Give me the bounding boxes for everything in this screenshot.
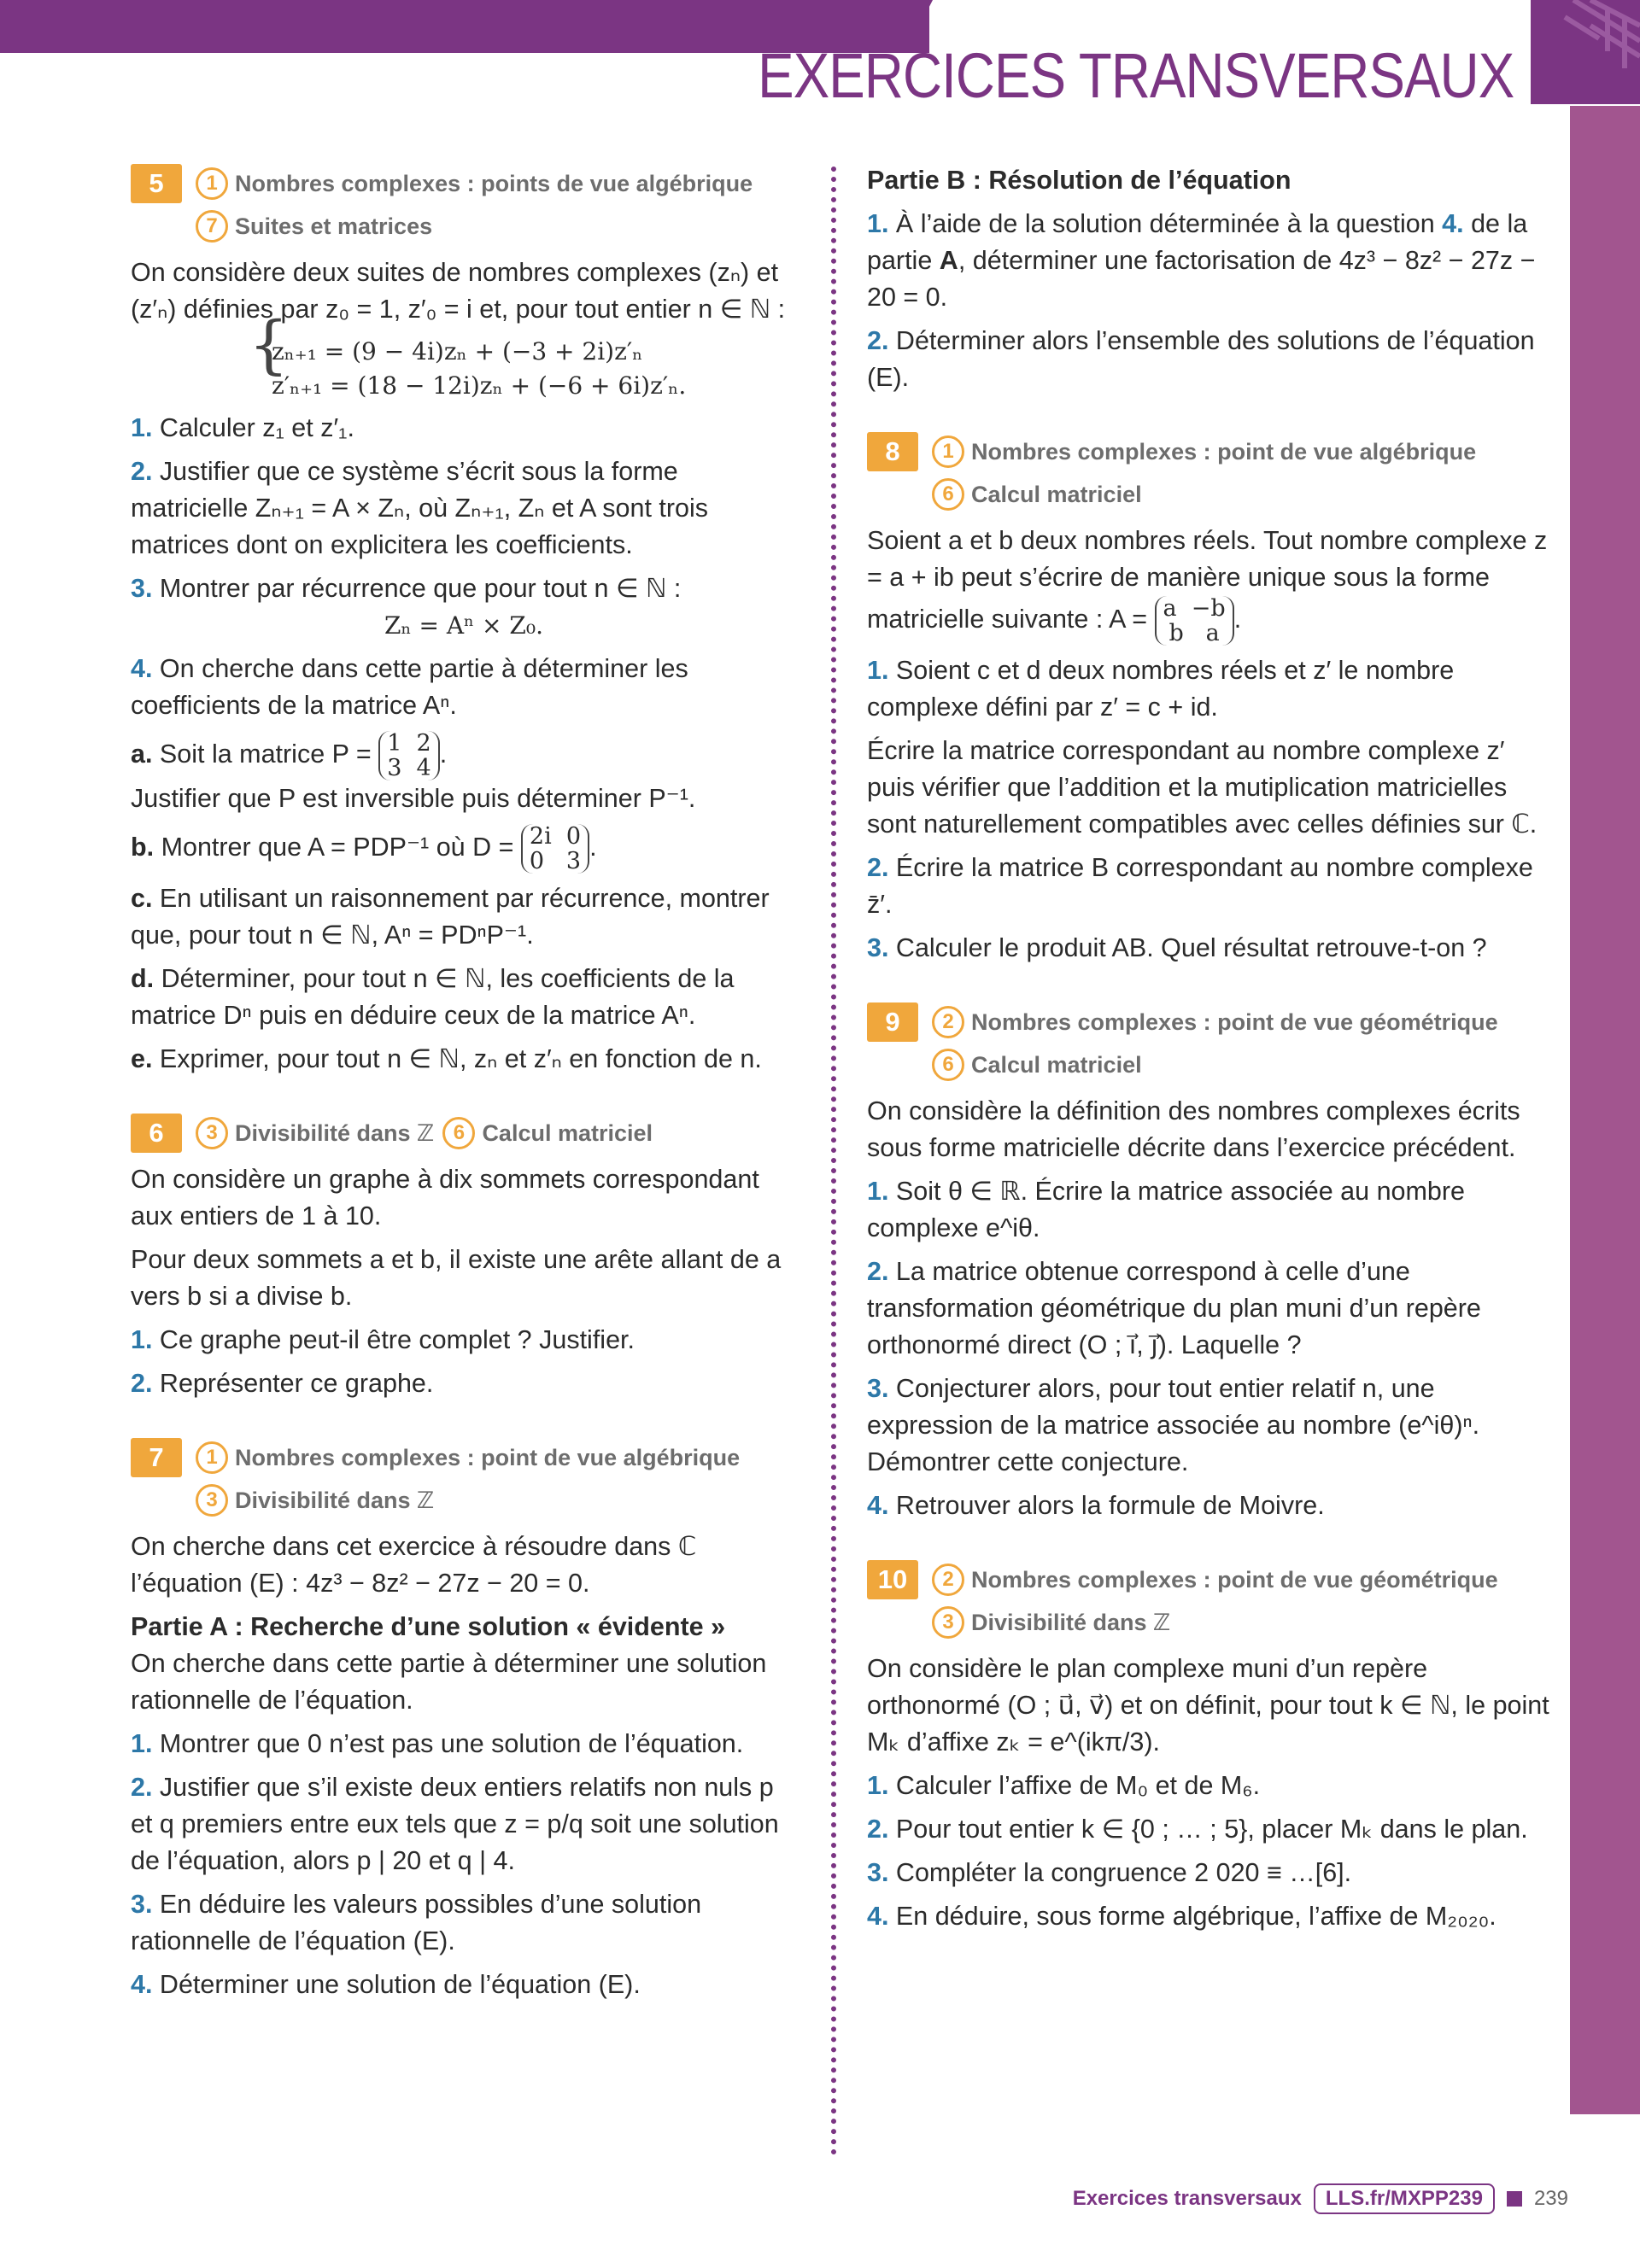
topic-label: Nombres complexes : points de vue algébrique (235, 170, 753, 196)
intro-text: Pour deux sommets a et b, il existe une arête allant de a vers b si a divise b. (131, 1245, 782, 1311)
question (867, 323, 1550, 396)
matrix-p (378, 731, 440, 780)
question-number: 1. (131, 1325, 153, 1354)
question-reference: 4. (1442, 209, 1464, 238)
question (867, 1855, 1550, 1891)
topic-label: Nombres complexes : point de vue géométrique (971, 1008, 1498, 1035)
question (867, 1811, 1550, 1848)
sub-question-label: a. (131, 739, 153, 769)
question-number: 2. (131, 1773, 153, 1802)
topic-label: Calcul matriciel (482, 1119, 653, 1146)
topic-tag (131, 205, 797, 248)
intro-text: On cherche dans cet exercice à résoudre dans ℂ l’équation (E) : 4z³ − 8z² − 27z − 20 = 0. (131, 1532, 697, 1598)
question-text: Représenter ce graphe. (159, 1369, 434, 1398)
topic-tag (867, 430, 1550, 473)
matrix-row: b a (1168, 620, 1220, 646)
topic-tags (131, 1112, 797, 1154)
intro-text: On considère deux suites de nombres complexes (zₙ) et (z′ₙ) définies par z₀ = 1, z′₀ = i et, pour tout entier n ∈ ℕ : (131, 258, 786, 324)
topic-tag (867, 1558, 1550, 1601)
question-number: 3. (867, 933, 889, 962)
intro-text: On considère le plan complexe muni d’un repère orthonormé (O ; u⃗, v⃗) et on définit, pour tout k ∈ ℕ, le point Mₖ d’affixe zₖ = e^(ikπ/3). (867, 1654, 1549, 1757)
chapter-circle: 1 (196, 167, 228, 200)
page-number: 239 (1533, 2187, 1568, 2210)
intro-text: Soient a et b deux nombres réels. Tout nombre complexe z = a + ib peut s’écrire de manière unique sous la forme matricielle suivante : A = a −b b a . (867, 526, 1548, 646)
intro-sentence: Soient a et b deux nombres réels. Tout nombre complexe z = a + ib peut s’écrire de manière unique sous la forme matricielle suivante : A = (867, 526, 1548, 634)
exercise-header (867, 1558, 1550, 1644)
question (867, 1254, 1550, 1364)
sub-question-label: c. (131, 884, 153, 913)
question-number: 1. (867, 209, 889, 238)
question (867, 850, 1550, 923)
chapter-circle: 3 (196, 1484, 228, 1517)
question (867, 1371, 1550, 1481)
footer-section-label: Exercices transversaux (1072, 2187, 1302, 2210)
question-text: Conjecturer alors, pour tout entier relatif n, une expression de la matrice associée au nombre (e^iθ)ⁿ. Démontrer cette conjecture. (867, 1374, 1480, 1476)
topic-label: Calcul matriciel (971, 1051, 1142, 1078)
matrix-row: 3 4 (387, 755, 431, 781)
page-title: EXERCICES TRANSVERSAUX (757, 40, 1514, 111)
sub-question-text: Exprimer, pour tout n ∈ ℕ, zₙ et z′ₙ en fonction de n. (159, 1044, 762, 1073)
exercise-body (867, 1651, 1550, 1935)
exercise-body (131, 1529, 797, 2003)
question-text: Déterminer une solution de l’équation (E). (159, 1970, 641, 1999)
question-number: 2. (867, 326, 889, 355)
question (131, 410, 797, 447)
chapter-circle: 3 (932, 1606, 964, 1639)
question-text: Justifier que ce système s’écrit sous la forme matricielle Zₙ₊₁ = A × Zₙ, où Zₙ₊₁, Zₙ et A sont trois matrices dont on explicitera les coefficients. (131, 457, 709, 559)
exercise-number: 7 (131, 1438, 182, 1477)
exercise-body (131, 254, 797, 1078)
topic-label: Divisibilité dans ℤ (971, 1609, 1171, 1635)
chapter-circle: 1 (196, 1441, 228, 1474)
sub-question-text: En utilisant un raisonnement par récurrence, montrer que, pour tout n ∈ ℕ, Aⁿ = PDⁿP⁻¹. (131, 884, 770, 950)
question-number: 2. (131, 1369, 153, 1398)
question-text: Pour tout entier k ∈ {0 ; … ; 5}, placer Mₖ dans le plan. (895, 1815, 1528, 1844)
question (867, 652, 1550, 726)
question-number: 2. (131, 457, 153, 486)
matrix-row: 0 3 (529, 848, 582, 874)
chapter-circle: 3 (196, 1117, 228, 1149)
exercise-6 (131, 1112, 797, 1402)
question (131, 1769, 797, 1879)
topic-tag (131, 1479, 797, 1522)
part-a-title: Partie A : Recherche d’une solution « évidente » (131, 1612, 726, 1641)
exercise-header (131, 162, 797, 248)
exercise-number: 8 (867, 432, 918, 471)
question (867, 930, 1550, 967)
exercise-8 (867, 430, 1550, 967)
question-text: de la partie (867, 209, 1528, 275)
question (131, 1967, 797, 2003)
chapter-circle: 2 (932, 1564, 964, 1596)
question-number: 4. (131, 1970, 153, 1999)
question-text: , déterminer une factorisation de 4z³ − 8z² − 27z − 20 = 0. (867, 246, 1536, 312)
question-number: 3. (131, 574, 153, 603)
resource-link[interactable]: LLS.fr/MXPP239 (1314, 2183, 1495, 2214)
question-text: Calculer z₁ et z′₁. (159, 413, 354, 442)
topic-tag (867, 473, 1550, 516)
exercise-7-part-b (867, 162, 1550, 396)
question-number: 1. (867, 1177, 889, 1206)
question (867, 206, 1550, 316)
question (867, 1173, 1550, 1247)
sub-question-label: b. (131, 833, 155, 862)
topic-tag (131, 162, 797, 205)
sub-question-text: Justifier que P est inversible puis déterminer P⁻¹. (131, 784, 696, 813)
chapter-circle: 6 (932, 478, 964, 511)
question-text: Justifier que s’il existe deux entiers relatifs non nuls p et q premiers entre eux tels que z = p/q soit une solution de l’équation, alors p | 20 et q | 4. (131, 1773, 779, 1875)
question-text: Retrouver alors la formule de Moivre. (895, 1491, 1325, 1520)
topic-tag (442, 1115, 653, 1152)
exercise-header (131, 1436, 797, 1522)
question-number: 2. (867, 853, 889, 882)
page-footer (1073, 2183, 1568, 2214)
question-text: Calculer l’affixe de M₀ et de M₆. (895, 1771, 1261, 1800)
question-text: Compléter la congruence 2 020 ≡ …[6]. (895, 1858, 1352, 1887)
topic-label: Nombres complexes : point de vue algébrique (235, 1444, 741, 1470)
exercise-5 (131, 162, 797, 1078)
question (131, 1365, 797, 1402)
display-equation: Zₙ = Aⁿ × Z₀. (384, 611, 543, 640)
matrix-row: 2i 0 (529, 823, 582, 850)
question-number: 3. (867, 1374, 889, 1403)
matrix-d (521, 824, 589, 874)
exercise-7 (131, 1436, 797, 2003)
question-text: On cherche dans cette partie à déterminer les coefficients de la matrice Aⁿ. (131, 654, 688, 720)
sub-question (131, 880, 797, 954)
question (131, 453, 797, 564)
right-column (867, 162, 1550, 1969)
topic-tag (196, 1115, 434, 1152)
sub-question: a. Soit la matrice P = 1 2 3 4 . (131, 730, 448, 781)
topic-tag (867, 1001, 1550, 1043)
chapter-circle: 1 (932, 435, 964, 468)
exercise-number: 5 (131, 164, 182, 203)
side-band (1570, 106, 1640, 2114)
question-number: 3. (131, 1890, 153, 1919)
sub-question-text: Montrer que A = PDP⁻¹ où D = (161, 833, 514, 862)
intro-text: On considère la définition des nombres complexes écrits sous forme matricielle décrite dans l’exercice précédent. (867, 1096, 1520, 1162)
matrix-row: 1 2 (387, 730, 431, 757)
question-number: 3. (867, 1858, 889, 1887)
matrix-a (1155, 596, 1234, 646)
question (131, 651, 797, 724)
sub-question-label: e. (131, 1044, 153, 1073)
exercise-body (131, 1161, 797, 1402)
topic-tag (867, 1601, 1550, 1644)
question (867, 1488, 1550, 1524)
column-divider (831, 167, 836, 2156)
corner-decoration (1531, 0, 1640, 104)
question-number: 4. (867, 1902, 889, 1931)
chapter-circle: 7 (196, 210, 228, 243)
left-column (131, 162, 797, 2037)
sub-question (131, 961, 797, 1034)
footer-square-icon (1507, 2191, 1522, 2207)
question-text: Soient c et d deux nombres réels et z′ le nombre complexe défini par z′ = c + id. (867, 656, 1455, 722)
exercise-10 (867, 1558, 1550, 1935)
topic-label: Nombres complexes : point de vue géométrique (971, 1566, 1498, 1593)
question-text: Montrer par récurrence que pour tout n ∈ ℕ : (159, 574, 682, 603)
sub-question: b. Montrer que A = PDP⁻¹ où D = 2i 0 0 3 . (131, 823, 597, 874)
question-text: Calculer le produit AB. Quel résultat retrouve-t-on ? (895, 933, 1487, 962)
question-text: En déduire les valeurs possibles d’une solution rationnelle de l’équation (E). (131, 1890, 702, 1955)
equation-line: z′ₙ₊₁ = (18 − 12i)zₙ + (−6 + 6i)z′ₙ. (272, 371, 687, 400)
equation-line: { zₙ₊₁ = (9 − 4i)zₙ + (−3 + 2i)z′ₙ (272, 337, 643, 365)
question-number: 1. (131, 1729, 153, 1758)
question-text: Déterminer alors l’ensemble des solutions de l’équation (E). (867, 326, 1535, 392)
sub-question-text: Soit la matrice P = (159, 739, 372, 769)
question (131, 570, 797, 607)
exercise-number: 10 (867, 1560, 918, 1599)
exercise-9 (867, 1001, 1550, 1524)
exercise-body (867, 1093, 1550, 1524)
sub-question-label: d. (131, 964, 155, 993)
exercise-number: 9 (867, 1002, 918, 1042)
question (131, 1726, 797, 1762)
intro-text: On cherche dans cette partie à déterminer une solution rationnelle de l’équation. (131, 1649, 767, 1715)
question-number: 4. (867, 1491, 889, 1520)
question-text: Montrer que 0 n’est pas une solution de l’équation. (159, 1729, 744, 1758)
topic-label: Divisibilité dans ℤ (235, 1119, 435, 1146)
question (131, 1322, 797, 1359)
topic-tag (867, 1043, 1550, 1086)
chapter-circle: 6 (442, 1117, 475, 1149)
sub-question-text: Déterminer, pour tout n ∈ ℕ, les coefficients de la matrice Dⁿ puis en déduire ceux de la matrice Aⁿ. (131, 964, 735, 1030)
topic-label: Suites et matrices (235, 213, 433, 239)
question-number: 4. (131, 654, 153, 683)
question-text: En déduire, sous forme algébrique, l’affixe de M₂₀₂₀. (895, 1902, 1496, 1931)
question (867, 1898, 1550, 1935)
question-number: 1. (131, 413, 153, 442)
question (131, 1886, 797, 1960)
question-detail: Écrire la matrice correspondant au nombre complexe z′ puis vérifier que l’addition et la mutiplication matricielles sont naturellement compatibles avec celles définies sur ℂ. (867, 736, 1538, 839)
question-number: 1. (867, 656, 889, 685)
question-number: 1. (867, 1771, 889, 1800)
question (867, 1768, 1550, 1804)
topic-label: Nombres complexes : point de vue algébrique (971, 438, 1477, 465)
exercise-header (131, 1112, 797, 1154)
equation-system (131, 335, 797, 403)
exercise-body (867, 523, 1550, 967)
question-text: La matrice obtenue correspond à celle d’une transformation géométrique du plan muni d’un repère orthonormé direct (O ; i⃗, j⃗). Laquelle ? (867, 1257, 1481, 1359)
question-number: 2. (867, 1815, 889, 1844)
topic-label: Calcul matriciel (971, 481, 1142, 507)
sub-question (131, 1041, 797, 1078)
topic-tag (131, 1436, 797, 1479)
chapter-circle: 6 (932, 1049, 964, 1081)
topic-label: Divisibilité dans ℤ (235, 1487, 435, 1513)
part-b-title: Partie B : Résolution de l’équation (867, 166, 1292, 195)
question-text: Soit θ ∈ ℝ. Écrire la matrice associée au nombre complexe e^iθ. (867, 1177, 1465, 1242)
exercise-header (867, 1001, 1550, 1086)
exercise-number: 6 (131, 1114, 182, 1153)
question-text: Ce graphe peut-il être complet ? Justifier. (159, 1325, 635, 1354)
part-reference: A (939, 246, 958, 275)
intro-text: On considère un graphe à dix sommets correspondant aux entiers de 1 à 10. (131, 1165, 759, 1230)
exercise-header (867, 430, 1550, 516)
question-number: 2. (867, 1257, 889, 1286)
chapter-circle: 2 (932, 1006, 964, 1038)
question-text: Écrire la matrice B correspondant au nombre complexe z̄′. (867, 853, 1533, 919)
matrix-row: a −b (1163, 595, 1226, 622)
question-text: À l’aide de la solution déterminée à la question (895, 209, 1435, 238)
